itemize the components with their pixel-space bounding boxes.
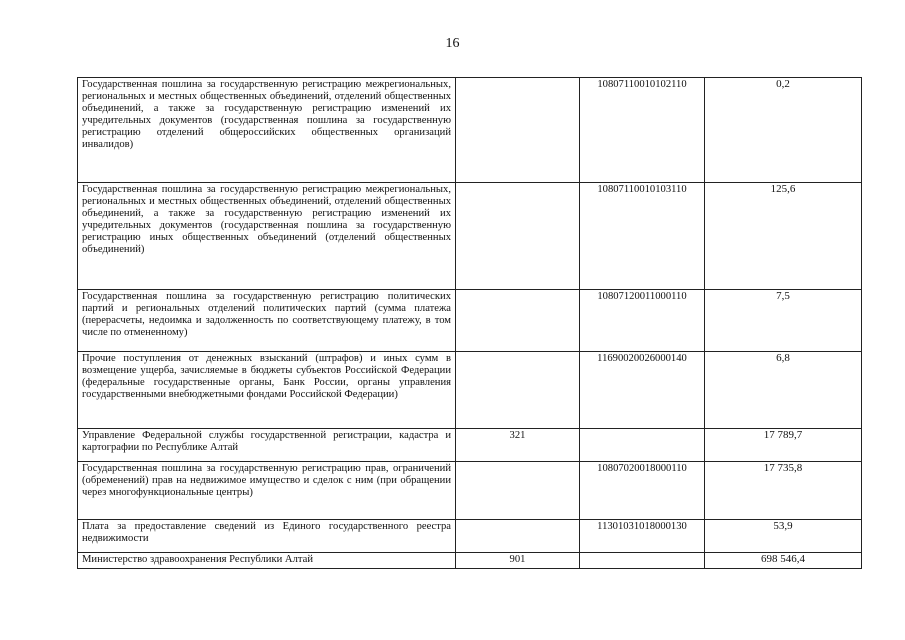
amount-cell: 17 789,7	[705, 429, 862, 462]
admin-code-cell	[456, 183, 580, 290]
table-row	[78, 462, 862, 520]
amount-cell: 698 546,4	[705, 553, 862, 569]
amount-cell: 7,5	[705, 290, 862, 352]
table-row	[78, 553, 862, 569]
revenue-name-cell: Государственная пошлина за государственную регистрацию прав, ограничений (обременений) прав на недвижимое имущество и сделок с ним (при обращении через многофункциональные центры)	[78, 462, 456, 520]
admin-code-cell	[456, 78, 580, 183]
table-row	[78, 78, 862, 183]
revenue-name-cell: Государственная пошлина за государственную регистрацию межрегиональных, региональных и местных общественных объединений, отделений общественных объединений, а также за государственную регистрацию изменений их учредительных документов (государственная пошлина за государственную регистрацию отделений общероссийских общественных организаций инвалидов)	[78, 78, 456, 183]
page-number: 16	[445, 36, 460, 51]
budget-code-cell: 11690020026000140	[580, 352, 705, 429]
revenue-name-cell: Государственная пошлина за государственную регистрацию политических партий и региональных отделений политических партий (сумма платежа (перерасчеты, недоимка и задолженность по соответствующему платежу, в том числе по отмененному)	[78, 290, 456, 352]
amount-cell: 53,9	[705, 520, 862, 553]
table-row	[78, 352, 862, 429]
amount-cell: 6,8	[705, 352, 862, 429]
amount-cell: 125,6	[705, 183, 862, 290]
admin-code-cell	[456, 520, 580, 553]
revenue-name-cell: Прочие поступления от денежных взысканий (штрафов) и иных сумм в возмещение ущерба, зачисляемые в бюджеты субъектов Российской Федерации (федеральные государственные органы, Банк России, органы управления государственными внебюджетными фондами Российской Федерации)	[78, 352, 456, 429]
table-row	[78, 520, 862, 553]
revenue-name-cell: Плата за предоставление сведений из Единого государственного реестра недвижимости	[78, 520, 456, 553]
revenue-name-cell: Управление Федеральной службы государственной регистрации, кадастра и картографии по Республике Алтай	[78, 429, 456, 462]
budget-code-cell: 10807110010103110	[580, 183, 705, 290]
admin-code-cell	[456, 462, 580, 520]
admin-code-cell: 901	[456, 553, 580, 569]
table-row	[78, 183, 862, 290]
budget-code-cell	[580, 553, 705, 569]
budget-code-cell: 11301031018000130	[580, 520, 705, 553]
budget-code-cell	[580, 429, 705, 462]
table-row	[78, 429, 862, 462]
budget-code-cell: 10807020018000110	[580, 462, 705, 520]
revenue-name-cell: Министерство здравоохранения Республики Алтай	[78, 553, 456, 569]
revenue-name-cell: Государственная пошлина за государственную регистрацию межрегиональных, региональных и местных общественных объединений, отделений общественных объединений, а также за государственную регистрацию изменений их учредительных документов (государственная пошлина за государственную регистрацию иных общественных объединений (отделений общественных объединений)	[78, 183, 456, 290]
amount-cell: 0,2	[705, 78, 862, 183]
admin-code-cell: 321	[456, 429, 580, 462]
admin-code-cell	[456, 290, 580, 352]
admin-code-cell	[456, 352, 580, 429]
budget-code-cell: 10807120011000110	[580, 290, 705, 352]
amount-cell: 17 735,8	[705, 462, 862, 520]
budget-code-cell: 10807110010102110	[580, 78, 705, 183]
table-row	[78, 290, 862, 352]
revenue-table	[77, 77, 862, 569]
